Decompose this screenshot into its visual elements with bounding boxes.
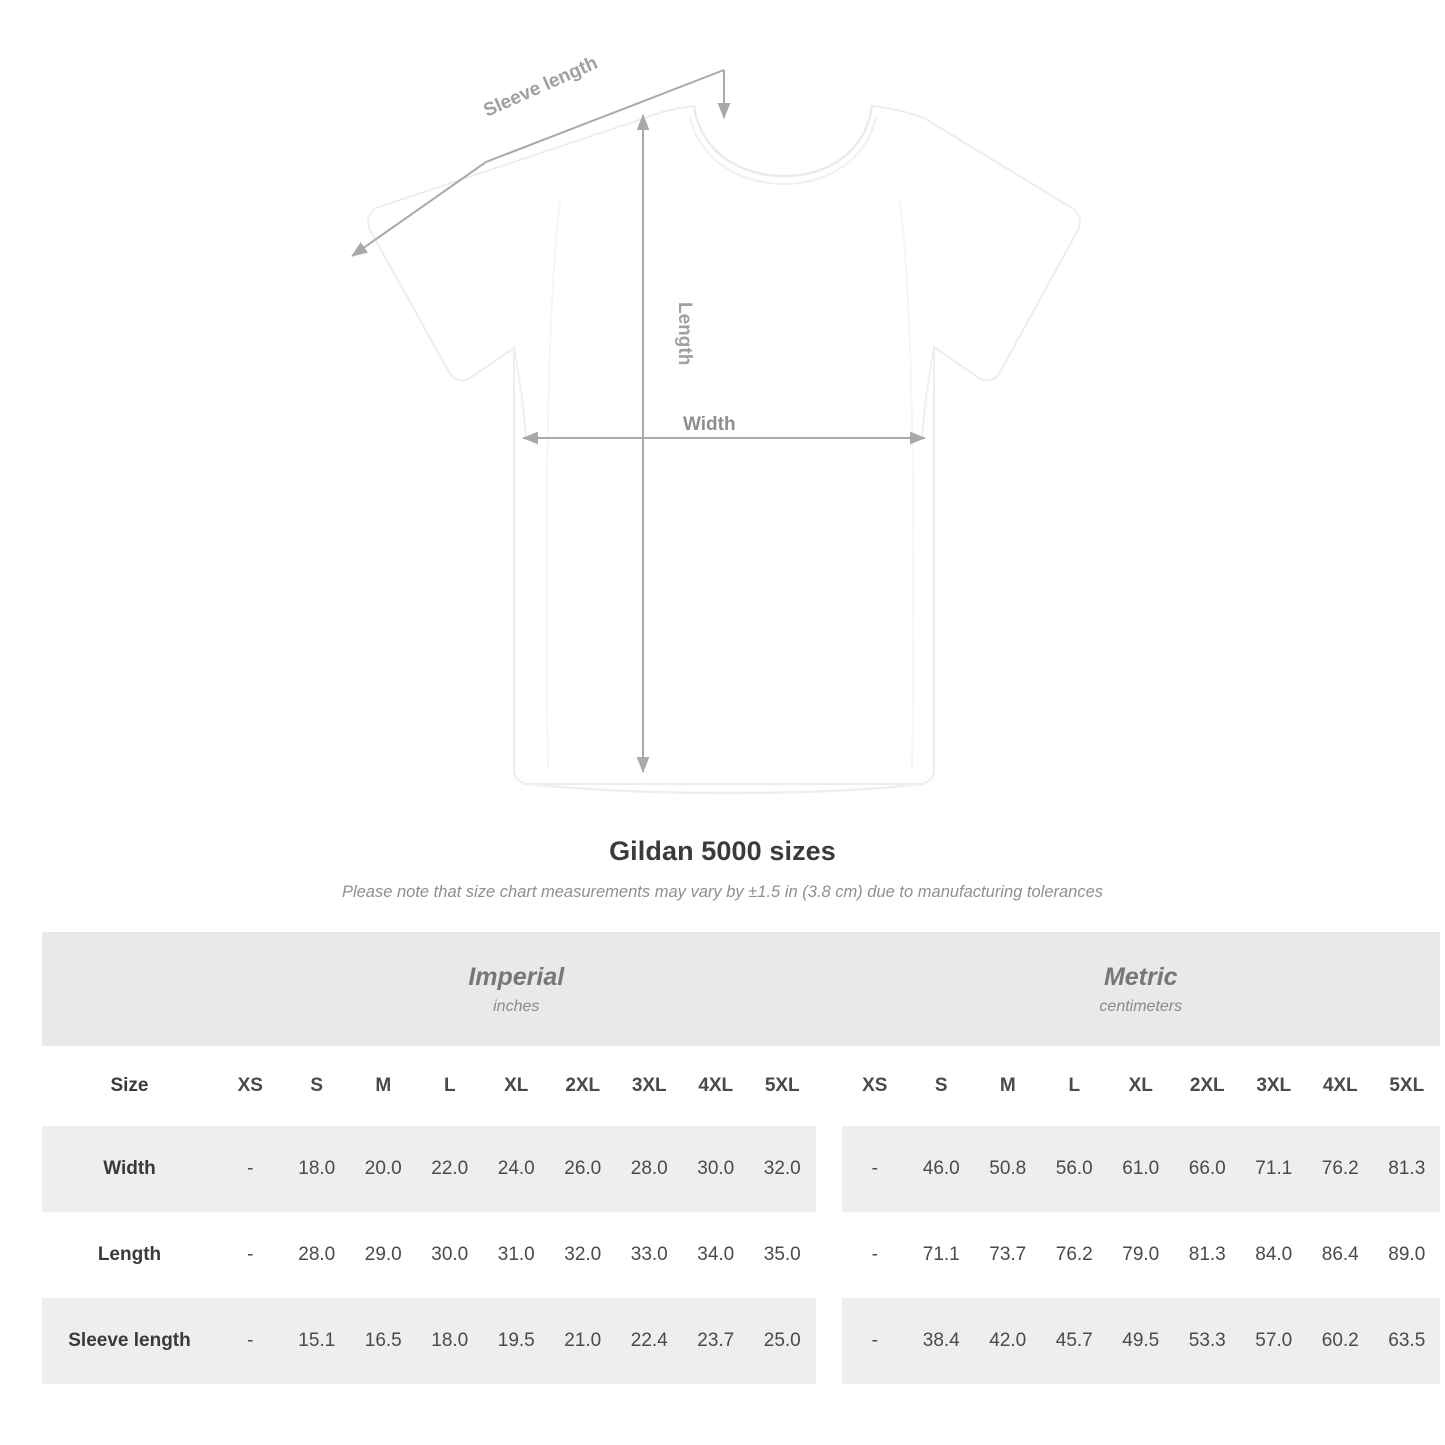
row-label-length: Length <box>42 1212 217 1298</box>
unit-group-name: Metric <box>1103 963 1178 992</box>
length-label: Length <box>674 302 695 366</box>
cell-imperial-l: 18.0 <box>417 1298 484 1384</box>
cell-imperial-xl: 19.5 <box>483 1298 550 1384</box>
cell-metric-xl: 61.0 <box>1108 1126 1175 1212</box>
cell-imperial-4xl: 34.0 <box>683 1212 750 1298</box>
unit-group-imperial <box>217 932 816 1046</box>
cell-imperial-4xl: 30.0 <box>683 1126 750 1212</box>
cell-imperial-m: 29.0 <box>350 1212 417 1298</box>
unit-group-unit: inches <box>493 997 540 1015</box>
table-row <box>42 1212 1440 1298</box>
cell-metric-xs: - <box>842 1298 909 1384</box>
cell-imperial-3xl: 22.4 <box>616 1298 683 1384</box>
cell-metric-s: 38.4 <box>908 1298 975 1384</box>
size-header-2xl: 2XL <box>1174 1046 1241 1126</box>
cell-metric-l: 56.0 <box>1041 1126 1108 1212</box>
cell-metric-l: 45.7 <box>1041 1298 1108 1384</box>
cell-metric-xl: 79.0 <box>1108 1212 1175 1298</box>
cell-metric-2xl: 53.3 <box>1174 1298 1241 1384</box>
size-header-3xl: 3XL <box>1241 1046 1308 1126</box>
cell-metric-3xl: 71.1 <box>1241 1126 1308 1212</box>
cell-metric-4xl: 86.4 <box>1307 1212 1374 1298</box>
cell-imperial-5xl: 35.0 <box>749 1212 816 1298</box>
cell-metric-s: 46.0 <box>908 1126 975 1212</box>
row-label-sleeve-length: Sleeve length <box>42 1298 217 1384</box>
row-label-width: Width <box>42 1126 217 1212</box>
cell-imperial-xl: 24.0 <box>483 1126 550 1212</box>
unit-group-metric <box>842 932 1441 1046</box>
tshirt-shape <box>368 106 1080 793</box>
cell-imperial-xs: - <box>217 1298 284 1384</box>
size-header-row <box>42 1046 1440 1126</box>
size-header-s: S <box>908 1046 975 1126</box>
cell-metric-l: 76.2 <box>1041 1212 1108 1298</box>
size-header-3xl: 3XL <box>616 1046 683 1126</box>
cell-imperial-s: 18.0 <box>284 1126 351 1212</box>
cell-imperial-4xl: 23.7 <box>683 1298 750 1384</box>
cell-metric-2xl: 81.3 <box>1174 1212 1241 1298</box>
row-gap <box>816 1298 842 1384</box>
size-header-xl: XL <box>483 1046 550 1126</box>
cell-metric-4xl: 76.2 <box>1307 1126 1374 1212</box>
size-table <box>42 932 1440 1384</box>
size-header-l: L <box>1041 1046 1108 1126</box>
cell-imperial-l: 22.0 <box>417 1126 484 1212</box>
cell-metric-xl: 49.5 <box>1108 1298 1175 1384</box>
cell-imperial-m: 20.0 <box>350 1126 417 1212</box>
cell-imperial-xs: - <box>217 1212 284 1298</box>
width-label: Width <box>683 414 736 435</box>
cell-metric-3xl: 84.0 <box>1241 1212 1308 1298</box>
cell-imperial-l: 30.0 <box>417 1212 484 1298</box>
cell-imperial-xl: 31.0 <box>483 1212 550 1298</box>
cell-imperial-s: 15.1 <box>284 1298 351 1384</box>
table-row <box>42 1126 1440 1212</box>
size-header-xs: XS <box>842 1046 909 1126</box>
cell-imperial-5xl: 32.0 <box>749 1126 816 1212</box>
unit-header-gap <box>816 932 842 1046</box>
cell-metric-xs: - <box>842 1126 909 1212</box>
size-header-5xl: 5XL <box>749 1046 816 1126</box>
cell-metric-3xl: 57.0 <box>1241 1298 1308 1384</box>
cell-metric-2xl: 66.0 <box>1174 1126 1241 1212</box>
row-gap <box>816 1212 842 1298</box>
cell-imperial-3xl: 28.0 <box>616 1126 683 1212</box>
cell-imperial-3xl: 33.0 <box>616 1212 683 1298</box>
measurement-note: Please note that size chart measurements may vary by ±1.5 in (3.8 cm) due to manufacturing tolerances <box>341 883 1104 901</box>
cell-imperial-2xl: 26.0 <box>550 1126 617 1212</box>
unit-header-row <box>42 932 1440 1046</box>
cell-metric-m: 50.8 <box>975 1126 1042 1212</box>
cell-imperial-5xl: 25.0 <box>749 1298 816 1384</box>
cell-metric-xs: - <box>842 1212 909 1298</box>
cell-metric-s: 71.1 <box>908 1212 975 1298</box>
size-row-gap <box>816 1046 842 1126</box>
size-header-5xl: 5XL <box>1374 1046 1441 1126</box>
cell-imperial-m: 16.5 <box>350 1298 417 1384</box>
size-header-xs: XS <box>217 1046 284 1126</box>
table-row <box>42 1298 1440 1384</box>
unit-group-unit: centimeters <box>1099 997 1183 1015</box>
cell-metric-m: 42.0 <box>975 1298 1042 1384</box>
title-block <box>0 836 1445 902</box>
unit-group-name: Imperial <box>468 963 565 992</box>
cell-metric-5xl: 89.0 <box>1374 1212 1441 1298</box>
size-header-s: S <box>284 1046 351 1126</box>
cell-imperial-s: 28.0 <box>284 1212 351 1298</box>
size-header-m: M <box>975 1046 1042 1126</box>
cell-metric-5xl: 81.3 <box>1374 1126 1441 1212</box>
size-header-2xl: 2XL <box>550 1046 617 1126</box>
unit-header-spacer <box>42 932 217 1046</box>
sleeve-length-label: Sleeve length <box>480 52 601 122</box>
size-header-4xl: 4XL <box>1307 1046 1374 1126</box>
row-gap <box>816 1126 842 1212</box>
cell-metric-4xl: 60.2 <box>1307 1298 1374 1384</box>
size-row-label: Size <box>42 1046 217 1126</box>
size-header-l: L <box>417 1046 484 1126</box>
cell-imperial-2xl: 32.0 <box>550 1212 617 1298</box>
cell-metric-m: 73.7 <box>975 1212 1042 1298</box>
size-header-m: M <box>350 1046 417 1126</box>
cell-metric-5xl: 63.5 <box>1374 1298 1441 1384</box>
size-table-wrapper <box>0 932 1445 1384</box>
cell-imperial-2xl: 21.0 <box>550 1298 617 1384</box>
size-header-xl: XL <box>1108 1046 1175 1126</box>
size-header-4xl: 4XL <box>683 1046 750 1126</box>
page-title: Gildan 5000 sizes <box>609 836 836 866</box>
cell-imperial-xs: - <box>217 1126 284 1212</box>
